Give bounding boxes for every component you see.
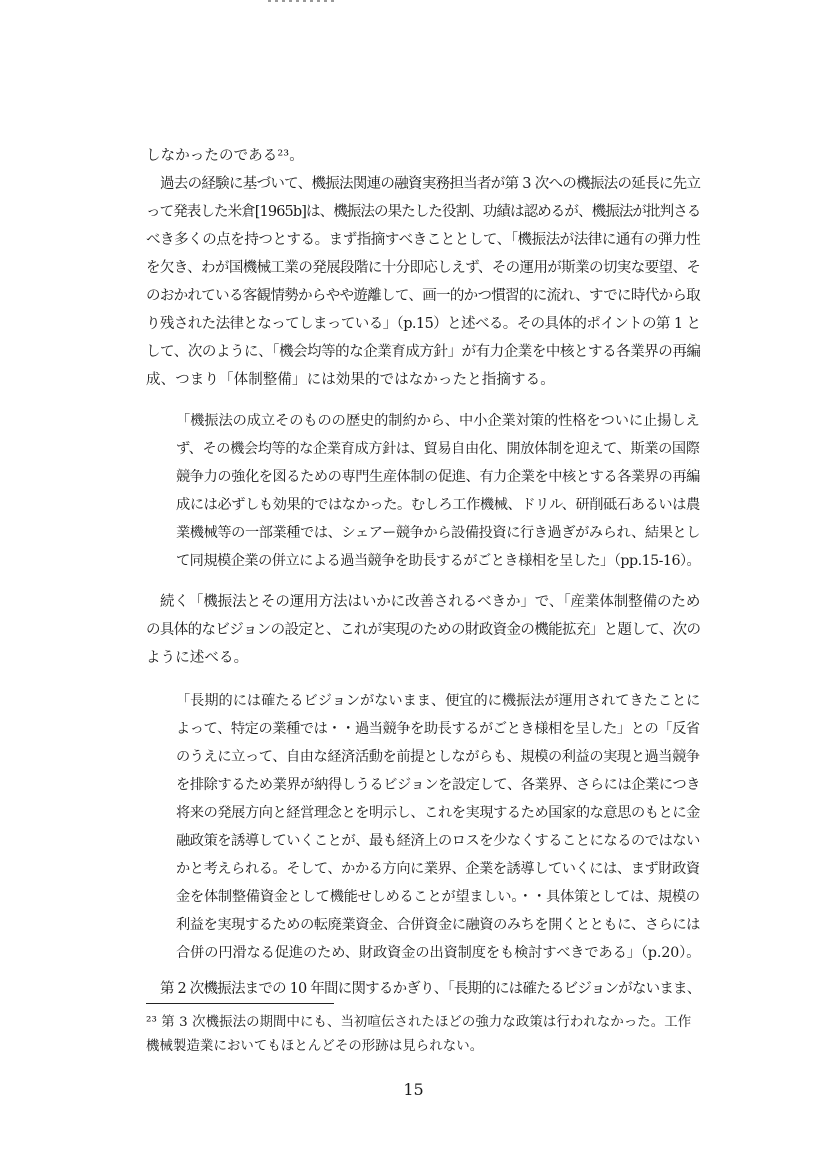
text-line: の具体的なビジョンの設定と、これが実現のための財政資金の機能拡充」と題して、次の <box>146 622 701 638</box>
text-line: 成、つまり「体制整備」には効果的ではなかったと指摘する。 <box>146 372 555 388</box>
text-line: 過去の経験に基づいて、機振法関連の融資実務担当者が第 3 次への機振法の延長に先立 <box>160 176 701 192</box>
quote-line: 業機械等の一部業種では、シェアー競争から設備投資に行き過ぎがみられ、結果とし <box>176 525 701 541</box>
quote-line: を排除するため業界が納得しうるビジョンを設定して、各業界、さらには企業につき <box>176 777 701 793</box>
quote-line: 競争力の強化を図るための専門生産体制の促進、有力企業を中核とする各業界の再編 <box>176 469 700 485</box>
text-line: って発表した米倉[1965b]は、機振法の果たした役割、功績は認めるが、機振法が批判さる <box>146 204 701 220</box>
footnote-line: 機械製造業においてもほとんどその形跡は見られない。 <box>146 1039 484 1054</box>
page-number: 15 <box>403 1080 424 1099</box>
quote-line: かと考えられる。そして、かかる方向に業界、企業を誘導していくには、まず財政資 <box>176 861 700 877</box>
quote-line: て同規模企業の併立による過当競争を助長するがごとき様相を呈した」（pp.15-16）。 <box>176 553 701 569</box>
quote-line: ず、その機会均等的な企業育成方針は、貿易自由化、開放体制を迎えて、斯業の国際 <box>176 441 700 457</box>
text-line: 続く「機振法とその運用方法はいかに改善されるべきか」で、「産業体制整備のため <box>160 594 701 610</box>
text-line: り残された法律となってしまっている」（p.15）と述べる。その具体的ポイントの第 1 と <box>146 316 701 332</box>
quote-line: 金を体制整備資金として機能せしめることが望ましい。・・具体策としては、規模の <box>176 889 700 905</box>
footnote-rule <box>146 1003 334 1004</box>
quote-line: よって、特定の業種では・・過当競争を助長するがごとき様相を呈した」との「反省 <box>176 721 700 737</box>
quote-line: 「長期的には確たるビジョンがないまま、便宜的に機振法が運用されてきたことに <box>176 693 701 709</box>
quote-line: 合併の円滑なる促進のため、財政資金の出資制度をも検討すべきである」（p.20）。 <box>176 945 701 961</box>
text-line: べき多くの点を持つとする。まず指摘すべきこととして、「機振法が法律に通有の弾力性 <box>146 232 701 248</box>
quote-line: 利益を実現するための転廃業資金、合併資金に融資のみちを開くとともに、さらには <box>176 917 700 933</box>
quote-line: 将来の発展方向と経営理念とを明示し、これを実現するため国家的な意思のもとに金 <box>176 805 700 821</box>
text-line: して、次のように、「機会均等的な企業育成方針」が有力企業を中核とする各業界の再編 <box>146 344 701 360</box>
quote-line: のうえに立って、自由な経済活動を前提としながらも、規模の利益の実現と過当競争 <box>176 749 700 765</box>
text-line: を欠き、わが国機械工業の発展段階に十分即応しえず、その運用が斯業の切実な要望、そ <box>146 260 701 276</box>
footnote-line: ²³ 第 3 次機振法の期間中にも、当初喧伝されたほどの強力な政策は行われなかった。工作 <box>146 1015 692 1030</box>
quote-line: 融政策を誘導していくことが、最も経済上のロスを少なくすることになるのではない <box>176 833 700 849</box>
text-line: のおかれている客観情勢からやや遊離して、画一的かつ慣習的に流れ、すでに時代から取 <box>146 288 701 304</box>
text-line: 第 2 次機振法までの 10 年間に関するかぎり、「長期的には確たるビジョンがないまま、 <box>160 981 701 997</box>
scan-header-mark <box>268 0 338 2</box>
text-line: ように述べる。 <box>146 650 249 666</box>
quote-line: 成には必ずしも効果的ではなかった。むしろ工作機械、ドリル、研削砥石あるいは農 <box>176 497 700 513</box>
quote-line: 「機振法の成立そのものの歴史的制約から、中小企業対策的性格をついに止揚しえ <box>176 413 700 429</box>
text-line: しなかったのである²³。 <box>146 148 304 164</box>
